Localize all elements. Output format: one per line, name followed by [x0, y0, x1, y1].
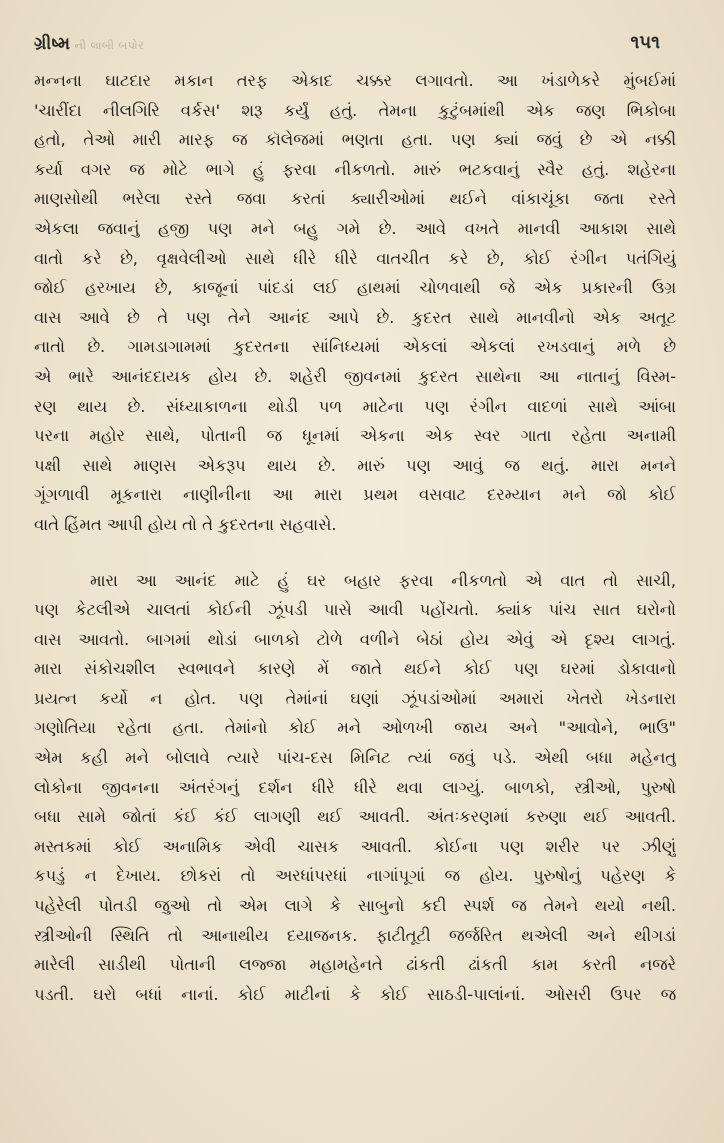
- running-head-faint: ની લાંબી બપોર: [74, 39, 145, 52]
- text-line: સ્ત્રીઓની સ્થિતિ તો આનાથીય દયાજનક. ફાટીતૂટી જર્જરિત થએલી અને થીગડાં: [34, 925, 676, 945]
- text-line: એ ભારે આનંદદાયક હોય છે. શહેરી જીવનમાં કુદરત સાથેના આ નાતાનું વિસ્મ-: [34, 366, 676, 386]
- text-line: મન્નના ઘાટદાર મકાન તરફ એકાદ ચક્કર લગાવતો. આ ખંડાળેકરે મુંબઈમાં: [34, 71, 676, 90]
- text-line: પણ કેટલીએ ચાલતાં કોઈની ઝૂંપડી પાસે આવી પહોંચતો. ક્યાંક પાંચ સાત ઘરોનો: [34, 600, 676, 620]
- text-line: કપડું ન દેખાય. છોકરાં તો અરધાંપરધાં નાગાંપૂગાં જ હોય. પુરુષોનું પહેરણ કે: [34, 866, 676, 886]
- paragraph-gap: [34, 540, 676, 566]
- body-text: [34, 66, 676, 1009]
- text-line: પહેરેલી પોતડી જુઓ તો એમ લાગે કે સાબુનો કદી સ્પર્શ જ તેમને થયો નથી.: [34, 896, 676, 916]
- text-line: માણસોથી ભરેલા રસ્તે જવા કરતાં ક્યારીઓમાં થઈને વાંકાચૂંકા જતા રસ્તે: [34, 189, 676, 209]
- text-line: નાતો છે. ગામડાગામમાં કુદરતના સાંનિધ્યમાં એકલાં એકલાં રખડવાનું મળે છે: [34, 337, 676, 357]
- text-line: કર્યા વગર જ મોટે ભાગે હું ફરવા નીકળતો. મારું ભટકવાનું સ્વૈર હતું. શહેરના: [34, 159, 676, 179]
- text-line: જોઈ હરખાય છે, કાજૂનાં પાંદડાં લઈ હાથમાં ચોળવાથી જે એક પ્રકારની ઉગ્ર: [34, 278, 676, 298]
- text-line: મારેલી સાડીથી પોતાની લજ્જા મહામહેનતે ઢાંકતી ઢાંકતી કામ કરતી નજરે: [34, 955, 676, 975]
- text-line: મારા સંકોચશીલ સ્વભાવને કારણે મેં જાતે થઈને કોઈ પણ ઘરમાં ડોકાવાનો: [34, 659, 676, 679]
- text-line: પક્ષી સાથે માણસ એકરૂપ થાય છે. મારું પણ આવું જ થતું. મારા મનને: [34, 455, 676, 475]
- text-line: 'ચારીંદા નીલગિરિ વર્કસ' શરૂ કર્યું હતું. તેમના કુટુંબમાંથી એક જણ ભિકોબા: [34, 100, 676, 120]
- text-line: ગણોતિયા રહેતા હતા. તેમાંનો કોઈ મને ઓળખી જાય અને "આવોને, ભાઉ": [34, 718, 676, 738]
- text-line: મારા આ આનંદ માટે હું ઘર બહાર ફરવા નીકળતો એ વાત તો સાચી,: [90, 570, 676, 590]
- text-line: રણ થાય છે. સંધ્યાકાળના થોડી પળ માટેના પણ રંગીન વાદળાં સાથે આંબા: [34, 396, 676, 416]
- text-line: ગૂંગળાવી મૂકનારા નાણીનીના આ મારા પ્રથમ વસવાટ દરમ્યાન મને જો કોઈ: [34, 485, 676, 505]
- page-number: ૧૫૧: [630, 32, 660, 53]
- text-line: પડતી. ઘરો બધાં નાનાં. કોઈ માટીનાં કે કોઈ સાઠડી-પાલાંનાં. ઓસરી ઉપર જ: [34, 984, 676, 1004]
- text-line: લોકોના જીવનના અંતરંગનું દર્શન ધીરે ધીરે થવા લાગ્યું. બાળકો, સ્ત્રીઓ, પુરુષો: [34, 777, 676, 797]
- text-line: હતો, તેઓ મારી મારફ જ કૉલેજમાં ભણતા હતા. પણ ક્યાં જવું છે એ નક્કી: [34, 130, 676, 150]
- text-line: એમ કહી મને બોલાવે ત્યારે પાંચ-દસ મિનિટ ત્યાં જવું પડે. એથી બધા મહેનતુ: [34, 748, 676, 768]
- text-line: પરના મહોર સાથે, પોતાની જ ધૂનમાં એકના એક સ્વર ગાતા રહેતા અનામી: [34, 426, 676, 446]
- running-head-title: ગ્રીષ્મ: [34, 34, 71, 54]
- running-head: [34, 34, 144, 54]
- text-line: વાતે હિંમત આપી હોય તો તે કુદરતના સહવાસે.: [34, 514, 337, 534]
- text-line: બધા સામે જોતાં કંઈ કંઈ લાગણી થઈ આવતી. અંતઃકરણમાં કરુણા થઈ આવતી.: [34, 807, 676, 827]
- paragraph-1: [34, 66, 676, 540]
- paragraph-2: [34, 566, 676, 1010]
- text-line: એકલા જવાનું હજી પણ મને બહુ ગમે છે. આવે વખતે માનવી આકાશ સાથે: [34, 218, 676, 238]
- text-line: વાતો કરે છે, વૃક્ષવેલીઓ સાથે ધીરે ધીરે વાતચીત કરે છે, કોઈ રંગીન પતંગિયું: [34, 248, 676, 268]
- text-line: પ્રયત્ન કર્યો ન હોત. પણ તેમાંનાં ઘણાં ઝૂંપડાંઓમાં અમારાં ખેતરો ખેડનારા: [34, 688, 676, 708]
- text-line: મસ્તકમાં કોઈ અનામિક એવી ચાસક આવતી. કોઈના પણ શરીર પર ઝીણું: [34, 836, 676, 856]
- text-line: વાસ આવે છે તે પણ તેને આનંદ આપે છે. કુદરત સાથે માનવીનો એક અતૂટ: [34, 307, 676, 327]
- text-line: વાસ આવતો. બાગમાં થોડાં બાળકો ટોળે વળીને બેઠાં હોય એવું એ દૃશ્ય લાગતું.: [34, 629, 676, 649]
